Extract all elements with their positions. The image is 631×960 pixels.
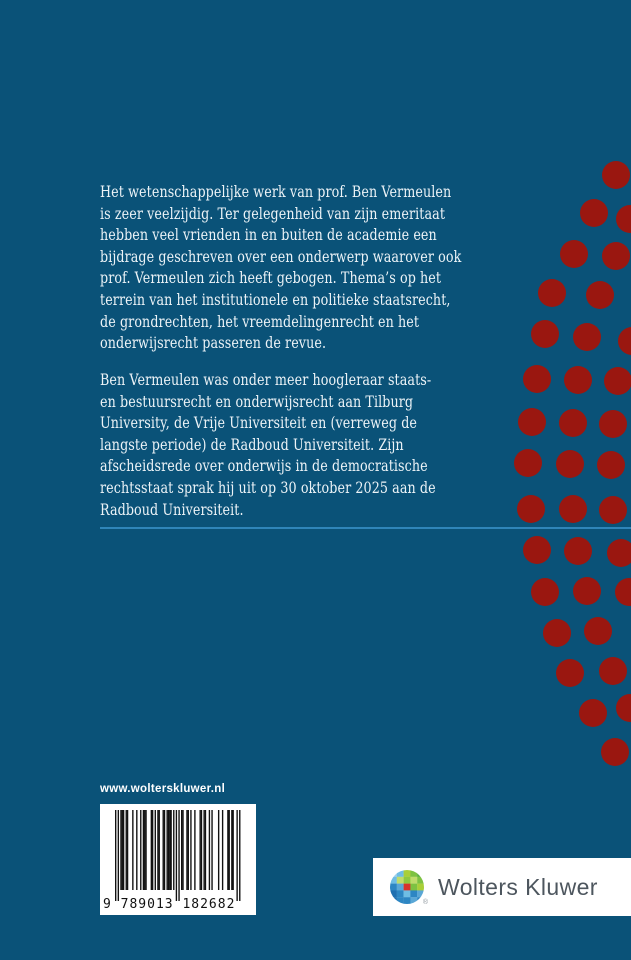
text-line: langste periode) de Radboud Universiteit. Zijn [100,435,404,454]
publisher-name: Wolters Kluwer [438,873,598,900]
barcode-svg [100,804,256,915]
publisher-logo [373,858,631,916]
text-line: Het wetenschappelijke werk van prof. Ben Vermeulen [100,183,452,201]
text-line: en bestuursrecht en onderwijsrecht aan Tilburg [100,392,414,411]
text-line: afscheidsrede over onderwijs in de democratische [100,457,428,476]
author-bio-paragraph [100,370,436,521]
logo-mosaic [390,870,424,904]
synopsis-paragraph [100,182,461,355]
text-line: is zeer veelzijdig. Ter gelegenheid van zijn emeritaat [100,204,446,223]
text-line: de grondrechten, het vreemdelingenrecht en het [100,312,420,331]
barcode-bars [115,810,240,901]
text-line: onderwijsrecht passeren de revue. [100,334,327,353]
text-line: Ben Vermeulen was onder meer hoogleraar staats- [100,371,432,389]
text-line: Radboud Universiteit. [100,500,244,519]
text-line: hebben veel vrienden in en buiten de academie een [100,226,437,245]
text-line: bijdrage geschreven over een onderwerp waarover ook [100,247,462,266]
divider-line [100,527,631,529]
text-line: rechtsstaat sprak hij uit op 30 oktober 2025 aan de [100,478,436,497]
text-line: prof. Vermeulen zich heeft gebogen. Thema’s op het [100,269,442,288]
wolters-kluwer-logo-icon [390,870,428,906]
barcode-digits: 9 789013 182682 [103,897,236,912]
registered-trademark: ® [422,899,428,906]
publisher-website-url: www.wolterskluwer.nl [100,783,226,795]
barcode [100,804,256,915]
text-line: terrein van het institutionele en politieke staatsrecht, [100,290,451,309]
text-line: University, de Vrije Universiteit en (verreweg de [100,414,418,433]
